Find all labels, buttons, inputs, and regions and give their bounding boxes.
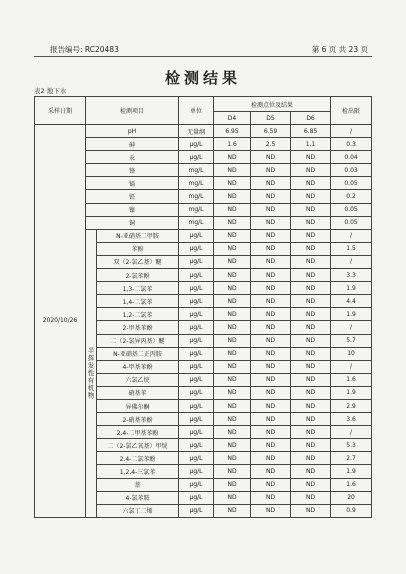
result-d6-cell: ND (291, 426, 331, 439)
limit-cell: 0.3 (331, 138, 372, 151)
header-site-d4: D4 (214, 112, 251, 125)
result-d4-cell: ND (214, 452, 251, 465)
result-d4-cell: ND (214, 347, 251, 360)
result-d6-cell: ND (291, 413, 331, 426)
result-d5-cell: ND (251, 321, 291, 334)
item-cell: 1,2,4-三氯苯 (97, 465, 179, 478)
results-table (34, 96, 372, 518)
unit-cell: mg/L (179, 164, 214, 177)
item-cell: 双（2-氯乙基）醚 (97, 255, 179, 268)
limit-cell: 0.05 (331, 216, 372, 229)
unit-cell: μg/L (179, 478, 214, 491)
result-d5-cell: ND (251, 413, 291, 426)
result-d6-cell: ND (291, 373, 331, 386)
unit-cell: μg/L (179, 242, 214, 255)
result-d6-cell: ND (291, 229, 331, 242)
limit-cell: 2.9 (331, 399, 372, 412)
result-d5-cell: ND (251, 164, 291, 177)
item-cell: 2-硝基苯酚 (97, 413, 179, 426)
result-d6-cell: ND (291, 255, 331, 268)
result-d6-cell: ND (291, 504, 331, 517)
unit-cell: mg/L (179, 177, 214, 190)
unit-cell: μg/L (179, 373, 214, 386)
result-d6-cell: ND (291, 360, 331, 373)
table-caption: 表2 地下水 (34, 87, 67, 95)
unit-cell: mg/L (179, 203, 214, 216)
result-d6-cell: ND (291, 295, 331, 308)
limit-cell: / (331, 255, 372, 268)
item-cell: 1,3-二氯苯 (97, 282, 179, 295)
result-d6-cell: ND (291, 386, 331, 399)
result-d4-cell: ND (214, 229, 251, 242)
result-d5-cell: ND (251, 190, 291, 203)
limit-cell: 10 (331, 347, 372, 360)
result-d5-cell: ND (251, 334, 291, 347)
result-d5-cell: ND (251, 255, 291, 268)
result-d6-cell: ND (291, 491, 331, 504)
result-d4-cell: ND (214, 465, 251, 478)
unit-cell: μg/L (179, 465, 214, 478)
unit-cell: μg/L (179, 229, 214, 242)
result-d6-cell: 6.85 (291, 125, 331, 138)
result-d5-cell: ND (251, 216, 291, 229)
item-cell: 异佛尔酮 (97, 399, 179, 412)
unit-cell: mg/L (179, 216, 214, 229)
unit-cell: mg/L (179, 190, 214, 203)
result-d6-cell: ND (291, 452, 331, 465)
result-d6-cell: ND (291, 151, 331, 164)
limit-cell: 0.05 (331, 177, 372, 190)
unit-cell: μg/L (179, 269, 214, 282)
limit-cell: / (331, 426, 372, 439)
result-d4-cell: ND (214, 295, 251, 308)
page-title: 检测结果 (164, 69, 241, 87)
item-cell: 2,4-二甲基苯酚 (97, 426, 179, 439)
header-test-item: 检测项目 (86, 97, 179, 125)
limit-cell: / (331, 125, 372, 138)
limit-cell: 1.5 (331, 242, 372, 255)
header-site-d6: D6 (291, 112, 331, 125)
limit-cell: 1.6 (331, 373, 372, 386)
result-d4-cell: ND (214, 190, 251, 203)
result-d4-cell: ND (214, 177, 251, 190)
item-cell: 镍 (86, 203, 179, 216)
item-cell: 二（2-氯异丙基）醚 (97, 334, 179, 347)
item-cell: 苯酚 (97, 242, 179, 255)
limit-cell: 20 (331, 491, 372, 504)
result-d6-cell: ND (291, 282, 331, 295)
result-d4-cell: ND (214, 203, 251, 216)
result-d5-cell: ND (251, 203, 291, 216)
category-cell: 半挥发性有机物 (86, 229, 97, 517)
sampling-date-cell: 2020/10/26 (35, 125, 86, 518)
result-d6-cell: ND (291, 347, 331, 360)
unit-cell: μg/L (179, 399, 214, 412)
result-d6-cell: ND (291, 321, 331, 334)
result-d5-cell: ND (251, 347, 291, 360)
result-d5-cell: ND (251, 177, 291, 190)
result-d4-cell: ND (214, 360, 251, 373)
unit-cell: μg/L (179, 334, 214, 347)
result-d5-cell: ND (251, 426, 291, 439)
unit-cell: μg/L (179, 360, 214, 373)
limit-cell: 0.2 (331, 190, 372, 203)
header-site-d5: D5 (251, 112, 291, 125)
result-d5-cell: ND (251, 504, 291, 517)
result-d4-cell: ND (214, 386, 251, 399)
result-d5-cell: ND (251, 491, 291, 504)
result-d5-cell: ND (251, 360, 291, 373)
item-cell: 萘 (97, 478, 179, 491)
result-d4-cell: ND (214, 478, 251, 491)
unit-cell: μg/L (179, 308, 214, 321)
result-d6-cell: ND (291, 465, 331, 478)
limit-cell: 1.9 (331, 308, 372, 321)
item-cell: 2-氯苯酚 (97, 269, 179, 282)
item-cell: 铬 (86, 164, 179, 177)
header-divider (34, 56, 372, 57)
result-d4-cell: ND (214, 439, 251, 452)
result-d5-cell: ND (251, 399, 291, 412)
page-indicator: 第 6 页 共 23 页 (311, 45, 368, 54)
limit-cell: 0.05 (331, 203, 372, 216)
result-d6-cell: ND (291, 203, 331, 216)
limit-cell: / (331, 360, 372, 373)
result-d5-cell: 2.5 (251, 138, 291, 151)
item-cell: 二（2-氯乙氧基）甲烷 (97, 439, 179, 452)
table-row (35, 190, 372, 203)
item-cell: N-亚硝基二正丙胺 (97, 347, 179, 360)
item-cell: 4-氯苯胺 (97, 491, 179, 504)
result-d5-cell: ND (251, 452, 291, 465)
table-row (35, 125, 372, 138)
table-row (35, 203, 372, 216)
result-d4-cell: ND (214, 164, 251, 177)
result-d5-cell: ND (251, 295, 291, 308)
unit-cell: μg/L (179, 255, 214, 268)
item-cell: N-亚硝基二甲胺 (97, 229, 179, 242)
result-d4-cell: ND (214, 426, 251, 439)
unit-cell: μg/L (179, 138, 214, 151)
table-row (35, 177, 372, 190)
result-d4-cell: 6.95 (214, 125, 251, 138)
unit-cell: μg/L (179, 439, 214, 452)
item-cell: 铅 (86, 190, 179, 203)
result-d6-cell: ND (291, 190, 331, 203)
item-cell: 2-甲基苯酚 (97, 321, 179, 334)
result-d4-cell: ND (214, 255, 251, 268)
item-cell: 1,2-二氯苯 (97, 308, 179, 321)
limit-cell: 0.03 (331, 164, 372, 177)
result-d4-cell: ND (214, 242, 251, 255)
result-d6-cell: 1.1 (291, 138, 331, 151)
result-d5-cell: ND (251, 308, 291, 321)
results-body (35, 125, 372, 518)
limit-cell: / (331, 321, 372, 334)
limit-cell: 5.7 (331, 334, 372, 347)
result-d4-cell: ND (214, 308, 251, 321)
unit-cell: μg/L (179, 386, 214, 399)
limit-cell: 2.7 (331, 452, 372, 465)
item-cell: 六氯丁二烯 (97, 504, 179, 517)
result-d4-cell: ND (214, 334, 251, 347)
result-d6-cell: ND (291, 177, 331, 190)
result-d4-cell: ND (214, 269, 251, 282)
item-cell: 2,4-二氯苯酚 (97, 452, 179, 465)
limit-cell: 1.9 (331, 386, 372, 399)
result-d5-cell: ND (251, 229, 291, 242)
result-d6-cell: ND (291, 478, 331, 491)
result-d5-cell: ND (251, 269, 291, 282)
table-row (35, 138, 372, 151)
header-results: 检测点位及结果 (214, 97, 331, 112)
result-d6-cell: ND (291, 242, 331, 255)
result-d4-cell: ND (214, 413, 251, 426)
unit-cell: μg/L (179, 151, 214, 164)
item-cell: 砷 (86, 138, 179, 151)
result-d6-cell: ND (291, 269, 331, 282)
limit-cell: 1.9 (331, 282, 372, 295)
result-d5-cell: ND (251, 282, 291, 295)
item-cell: 汞 (86, 151, 179, 164)
result-d5-cell: 6.59 (251, 125, 291, 138)
limit-cell: 5.3 (331, 439, 372, 452)
item-cell: 铜 (86, 216, 179, 229)
unit-cell: μg/L (179, 413, 214, 426)
result-d4-cell: ND (214, 321, 251, 334)
item-cell: pH (86, 125, 179, 138)
limit-cell: 1.9 (331, 465, 372, 478)
item-cell: 4-甲基苯酚 (97, 360, 179, 373)
result-d5-cell: ND (251, 465, 291, 478)
report-number: 报告编号: RC20483 (50, 45, 119, 54)
result-d4-cell: ND (214, 491, 251, 504)
limit-cell: 1.6 (331, 478, 372, 491)
result-d6-cell: ND (291, 216, 331, 229)
limit-cell: 4.4 (331, 295, 372, 308)
result-d4-cell: ND (214, 216, 251, 229)
unit-cell: 无量纲 (179, 125, 214, 138)
unit-cell: μg/L (179, 321, 214, 334)
result-d4-cell: ND (214, 282, 251, 295)
unit-cell: μg/L (179, 295, 214, 308)
header-sampling-date: 采样日期 (35, 97, 86, 125)
result-d5-cell: ND (251, 373, 291, 386)
item-cell: 硝基苯 (97, 386, 179, 399)
result-d6-cell: ND (291, 164, 331, 177)
result-d4-cell: ND (214, 399, 251, 412)
table-row (35, 229, 372, 242)
result-d4-cell: ND (214, 151, 251, 164)
result-d4-cell: 1.6 (214, 138, 251, 151)
unit-cell: μg/L (179, 452, 214, 465)
limit-cell: 0.9 (331, 504, 372, 517)
result-d4-cell: ND (214, 504, 251, 517)
result-d4-cell: ND (214, 373, 251, 386)
item-cell: 六氯乙烷 (97, 373, 179, 386)
item-cell: 镉 (86, 177, 179, 190)
result-d6-cell: ND (291, 399, 331, 412)
result-d5-cell: ND (251, 151, 291, 164)
result-d5-cell: ND (251, 242, 291, 255)
unit-cell: μg/L (179, 347, 214, 360)
result-d5-cell: ND (251, 478, 291, 491)
limit-cell: 3.3 (331, 269, 372, 282)
item-cell: 1,4-二氯苯 (97, 295, 179, 308)
table-row (35, 216, 372, 229)
unit-cell: μg/L (179, 504, 214, 517)
header-detection-limit: 检出限 (331, 97, 372, 125)
table-row (35, 164, 372, 177)
result-d5-cell: ND (251, 439, 291, 452)
unit-cell: μg/L (179, 426, 214, 439)
result-d6-cell: ND (291, 439, 331, 452)
result-d6-cell: ND (291, 308, 331, 321)
limit-cell: 0.04 (331, 151, 372, 164)
unit-cell: μg/L (179, 491, 214, 504)
limit-cell: / (331, 229, 372, 242)
table-row (35, 151, 372, 164)
result-d5-cell: ND (251, 386, 291, 399)
result-d6-cell: ND (291, 334, 331, 347)
limit-cell: 3.6 (331, 413, 372, 426)
header-unit: 单位 (179, 97, 214, 125)
unit-cell: μg/L (179, 282, 214, 295)
